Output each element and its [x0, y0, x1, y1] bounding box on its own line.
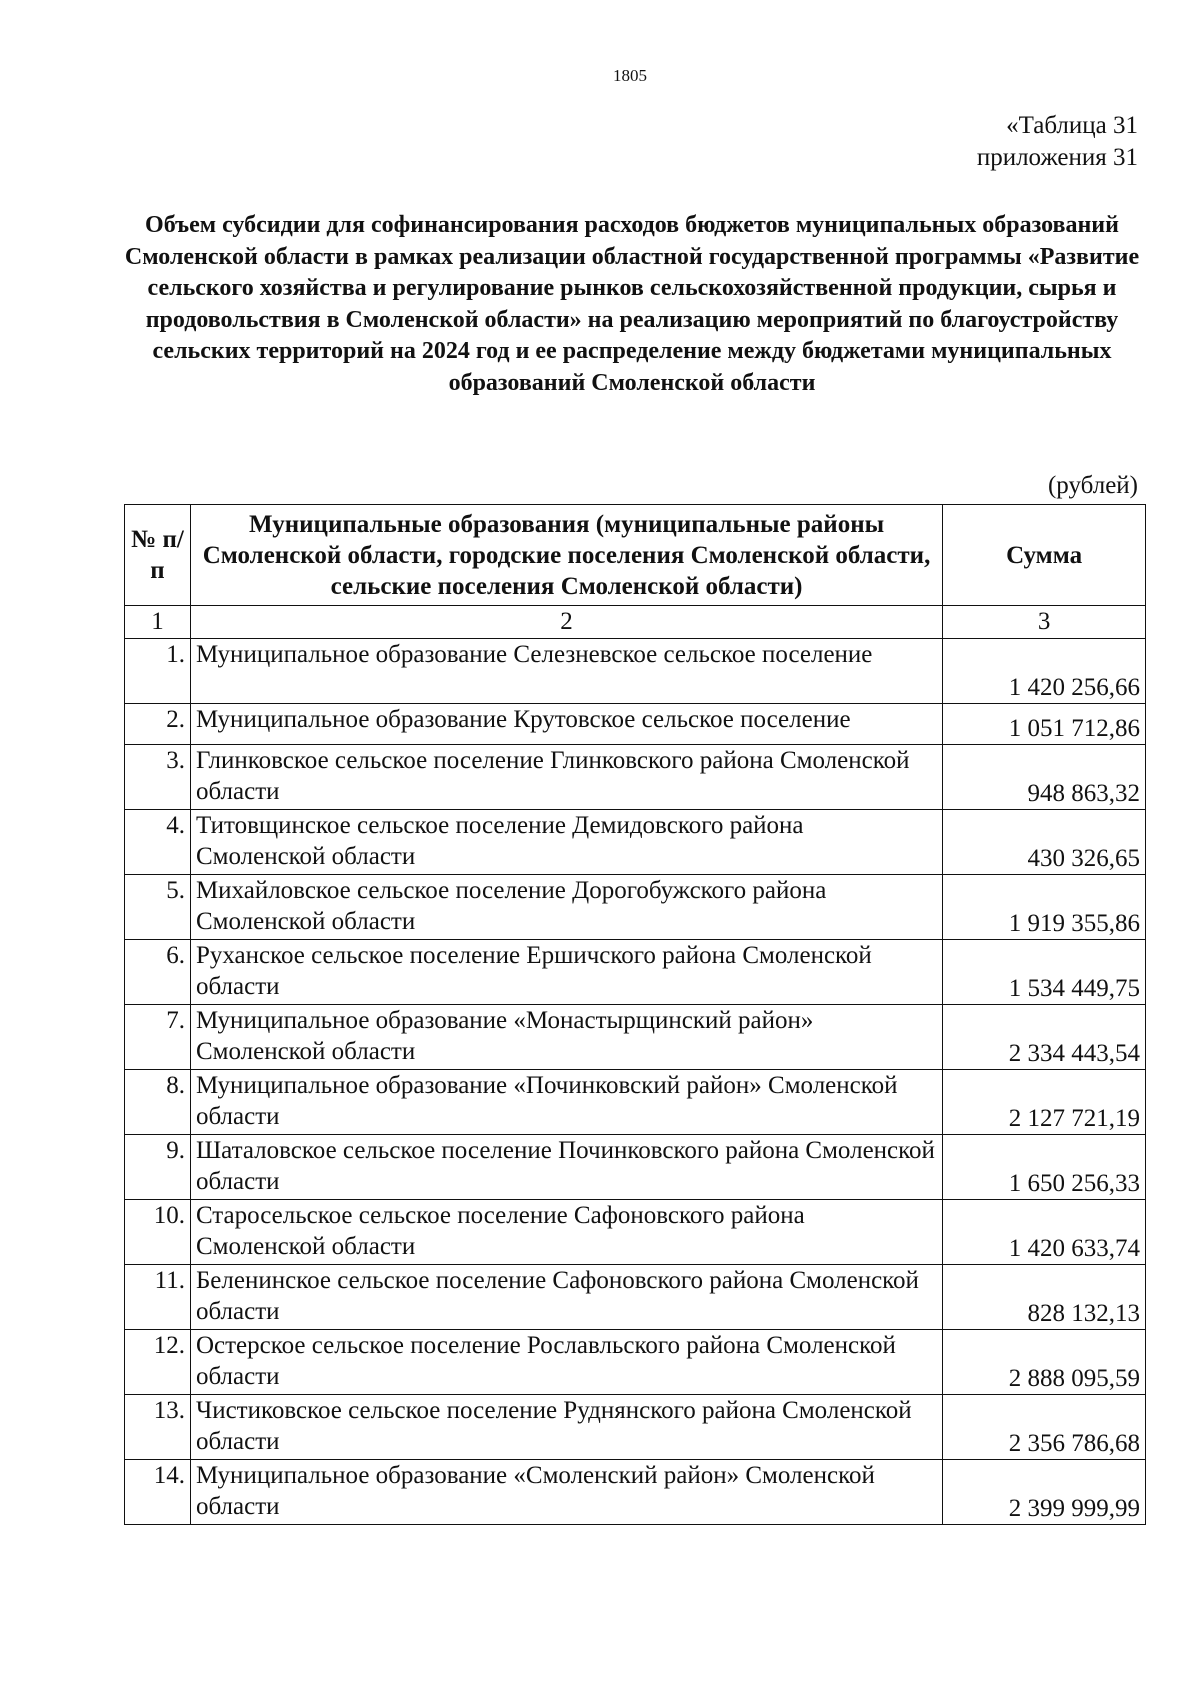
row-number: 14. [125, 1460, 191, 1525]
row-number: 6. [125, 940, 191, 1005]
municipality-name: Муниципальное образование «Монастырщинский район» Смоленской области [190, 1005, 942, 1070]
table-row [125, 1005, 1146, 1070]
header-number: № п/п [125, 505, 191, 606]
municipality-name: Остерское сельское поселение Рославльского района Смоленской области [190, 1330, 942, 1395]
subsidy-amount: 948 863,32 [943, 745, 1146, 810]
row-number: 7. [125, 1005, 191, 1070]
table-row [125, 704, 1146, 745]
table-row [125, 1135, 1146, 1200]
document-title: Объем субсидии для софинансирования расходов бюджетов муниципальных образований Смоленской области в рамках реализации областной государственной программы «Развитие сельского хозяйства и регулирование рынков сельскохозяйственной продукции, сырья и продовольствия в Смоленской области» на реализацию мероприятий по благоустройству сельских территорий на 2024 год и ее распределение между бюджетами муниципальных образований Смоленской области [124, 212, 1140, 396]
row-number: 4. [125, 810, 191, 875]
row-number: 1. [125, 639, 191, 704]
subsidy-amount: 2 356 786,68 [943, 1395, 1146, 1460]
row-number: 8. [125, 1070, 191, 1135]
municipality-name: Глинковское сельское поселение Глинковского района Смоленской области [190, 745, 942, 810]
municipality-name: Михайловское сельское поселение Дорогобужского района Смоленской области [190, 875, 942, 940]
table-row [125, 940, 1146, 1005]
municipality-name: Чистиковское сельское поселение Руднянского района Смоленской области [190, 1395, 942, 1460]
units-label: (рублей) [1047, 472, 1138, 499]
municipality-name: Руханское сельское поселение Ершичского района Смоленской области [190, 940, 942, 1005]
subsidy-amount: 828 132,13 [943, 1265, 1146, 1330]
municipality-name: Муниципальное образование Крутовское сельское поселение [190, 704, 942, 745]
subsidy-amount: 2 399 999,99 [943, 1460, 1146, 1525]
row-number: 12. [125, 1330, 191, 1395]
row-number: 9. [125, 1135, 191, 1200]
subsidy-amount: 1 420 256,66 [943, 639, 1146, 704]
subsidy-amount: 1 051 712,86 [943, 704, 1146, 745]
subsidy-amount: 430 326,65 [943, 810, 1146, 875]
subsidy-amount: 1 420 633,74 [943, 1200, 1146, 1265]
municipality-name: Шаталовское сельское поселение Починковского района Смоленской области [190, 1135, 942, 1200]
subsidy-amount: 1 919 355,86 [943, 875, 1146, 940]
column-index-3: 3 [943, 606, 1146, 639]
row-number: 11. [125, 1265, 191, 1330]
table-reference-line-2: приложения 31 [976, 144, 1138, 171]
subsidy-amount: 2 334 443,54 [943, 1005, 1146, 1070]
row-number: 3. [125, 745, 191, 810]
row-number: 13. [125, 1395, 191, 1460]
table-header-row [125, 505, 1146, 606]
subsidy-amount: 2 888 095,59 [943, 1330, 1146, 1395]
municipality-name: Муниципальное образование «Смоленский район» Смоленской области [190, 1460, 942, 1525]
row-number: 2. [125, 704, 191, 745]
subsidy-table [124, 504, 1146, 1525]
municipality-name: Титовщинское сельское поселение Демидовского района Смоленской области [190, 810, 942, 875]
header-municipality: Муниципальные образования (муниципальные районы Смоленской области, городские поселения Смоленской области, сельские поселения Смоленской области) [190, 505, 942, 606]
table-row [125, 1460, 1146, 1525]
table-row [125, 810, 1146, 875]
table-row [125, 1070, 1146, 1135]
row-number: 5. [125, 875, 191, 940]
table-row [125, 875, 1146, 940]
table-row [125, 1330, 1146, 1395]
table-row [125, 745, 1146, 810]
column-index-2: 2 [190, 606, 942, 639]
table-reference-line-1: «Таблица 31 [1006, 112, 1138, 139]
municipality-name: Старосельское сельское поселение Сафоновского района Смоленской области [190, 1200, 942, 1265]
subsidy-amount: 1 650 256,33 [943, 1135, 1146, 1200]
column-index-row [125, 606, 1146, 639]
subsidy-amount: 1 534 449,75 [943, 940, 1146, 1005]
header-sum: Сумма [943, 505, 1146, 606]
table-reference [977, 110, 1138, 174]
column-index-1: 1 [125, 606, 191, 639]
municipality-name: Муниципальное образование «Починковский район» Смоленской области [190, 1070, 942, 1135]
table-row [125, 1265, 1146, 1330]
row-number: 10. [125, 1200, 191, 1265]
municipality-name: Муниципальное образование Селезневское сельское поселение [190, 639, 942, 704]
subsidy-amount: 2 127 721,19 [943, 1070, 1146, 1135]
table-row [125, 1395, 1146, 1460]
table-row [125, 639, 1146, 704]
municipality-name: Беленинское сельское поселение Сафоновского района Смоленской области [190, 1265, 942, 1330]
table-row [125, 1200, 1146, 1265]
page-number: 1805 [613, 66, 647, 85]
